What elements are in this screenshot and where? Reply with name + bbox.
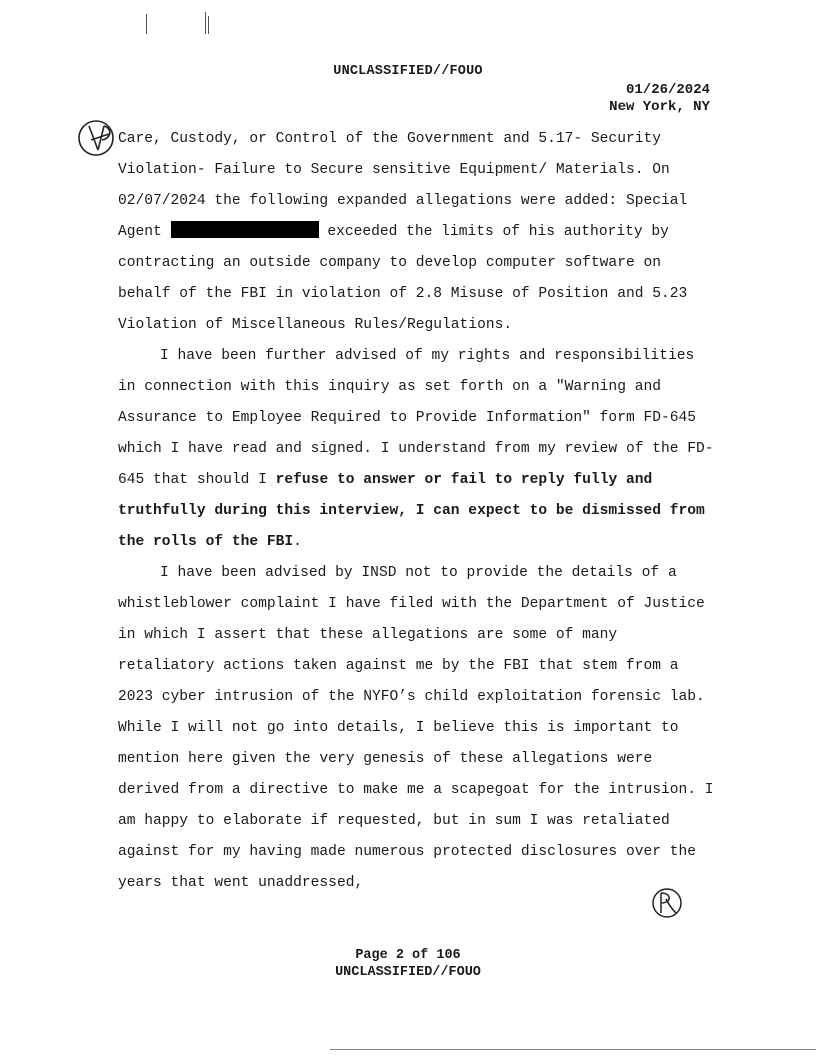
redaction-box	[171, 221, 319, 238]
paragraph-rights: I have been further advised of my rights and responsibilities in connection with this inquiry as set forth on a "Warning and Assurance to Employee Required to Provide Information" form FD-645 which I have read and signed. I understand from my review of the FD-645 that should I refuse to answer or fail to reply fully and truthfully during this interview, I can expect to be dismissed from the rolls of the FBI.	[118, 348, 714, 550]
scan-mark	[146, 14, 147, 34]
initials-mark-icon	[76, 118, 120, 158]
header-date: 01/26/2024	[625, 82, 710, 98]
statement-body	[118, 124, 718, 899]
footer-classification: UNCLASSIFIED//FOUO	[335, 965, 481, 980]
paragraph-whistleblower: I have been advised by INSD not to provide the details of a whistleblower complaint I have filed with the Department of Justice in which I assert that these allegations are some of many retaliatory actions taken against me by the FBI that stem from a 2023 cyber intrusion of the NYFO’s child exploitation forensic lab. While I will not go into details, I believe this is important to mention here given the very genesis of these allegations were derived from a directive to make me a scapegoat for the intrusion. I am happy to elaborate if requested, but in sum I was retaliated against for my having made numerous protected disclosures over the years that went unaddressed,	[118, 565, 714, 891]
scan-mark	[205, 12, 206, 34]
page-number: Page 2 of 106	[355, 948, 461, 963]
initials-mark-icon	[650, 887, 684, 919]
footer-rule	[330, 1049, 816, 1050]
bold-warning: refuse to answer or fail to reply fully and truthfully during this interview, I can expect to be dismissed from the rolls of the FBI	[118, 472, 705, 550]
header-location: New York, NY	[609, 99, 710, 115]
scan-mark	[208, 16, 209, 34]
paragraph-allegations: Care, Custody, or Control of the Government and 5.17- Security Violation- Failure to Secure sensitive Equipment/ Materials. On 02/07/2024 the following expanded allegations were added: Special Agent exceeded the limits of his authority by contracting an outside company to develop computer software on behalf of the FBI in violation of 2.8 Misuse of Position and 5.23 Violation of Miscellaneous Rules/Regulations.	[118, 131, 688, 333]
header-classification: UNCLASSIFIED//FOUO	[333, 64, 483, 79]
